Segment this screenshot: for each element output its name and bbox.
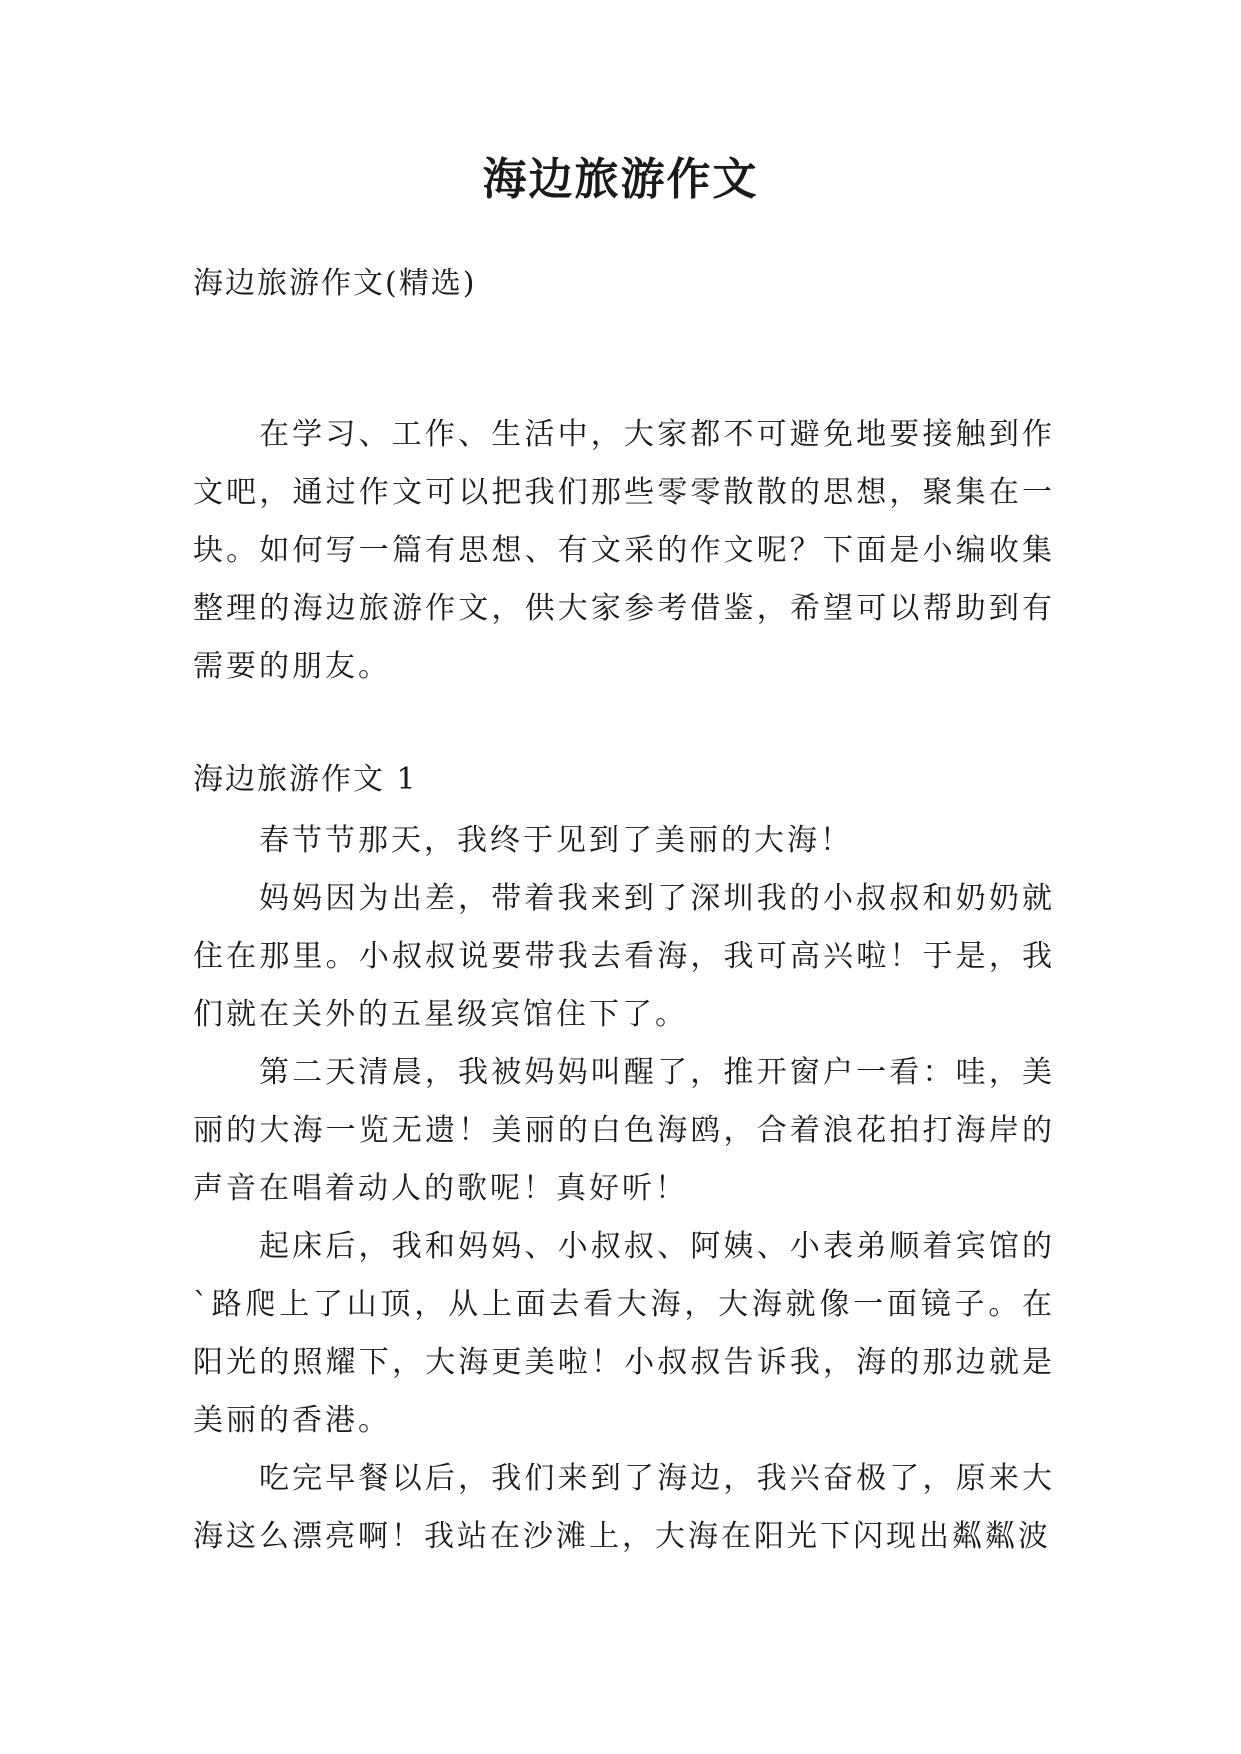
essay-body [193,812,1055,1566]
section-heading: 海边旅游作文 1 [193,762,418,797]
essay-paragraph-3: 第二天清晨，我被妈妈叫醒了，推开窗户一看：哇，美丽的大海一览无遗！美丽的白色海鸥，合着浪花拍打海岸的声音在唱着动人的歌呢！真好听！ [193,1055,1055,1206]
intro-paragraph: 在学习、工作、生活中，大家都不可避免地要接触到作文吧，通过作文可以把我们那些零零散散的思想，聚集在一块。如何写一篇有思想、有文采的作文呢？下面是小编收集整理的海边旅游作文，供大家参考借鉴，希望可以帮助到有需要的朋友。 [193,417,1055,684]
intro-block [193,406,1055,696]
essay-paragraph-2: 妈妈因为出差，带着我来到了深圳我的小叔叔和奶奶就住在那里。小叔叔说要带我去看海，我可高兴啦！于是，我们就在关外的五星级宾馆住下了。 [193,881,1055,1032]
essay-paragraph-5: 吃完早餐以后，我们来到了海边，我兴奋极了，原来大海这么漂亮啊！我站在沙滩上，大海在阳光下闪现出粼粼波 [193,1461,1055,1554]
document-title: 海边旅游作文 [482,154,759,205]
document-subtitle: 海边旅游作文(精选) [193,266,477,301]
essay-paragraph-1: 春节节那天，我终于见到了美丽的大海！ [259,823,853,858]
essay-paragraph-4: 起床后，我和妈妈、小叔叔、阿姨、小表弟顺着宾馆的`路爬上了山顶，从上面去看大海，大海就像一面镜子。在阳光的照耀下，大海更美啦！小叔叔告诉我，海的那边就是美丽的香港。 [193,1229,1055,1438]
